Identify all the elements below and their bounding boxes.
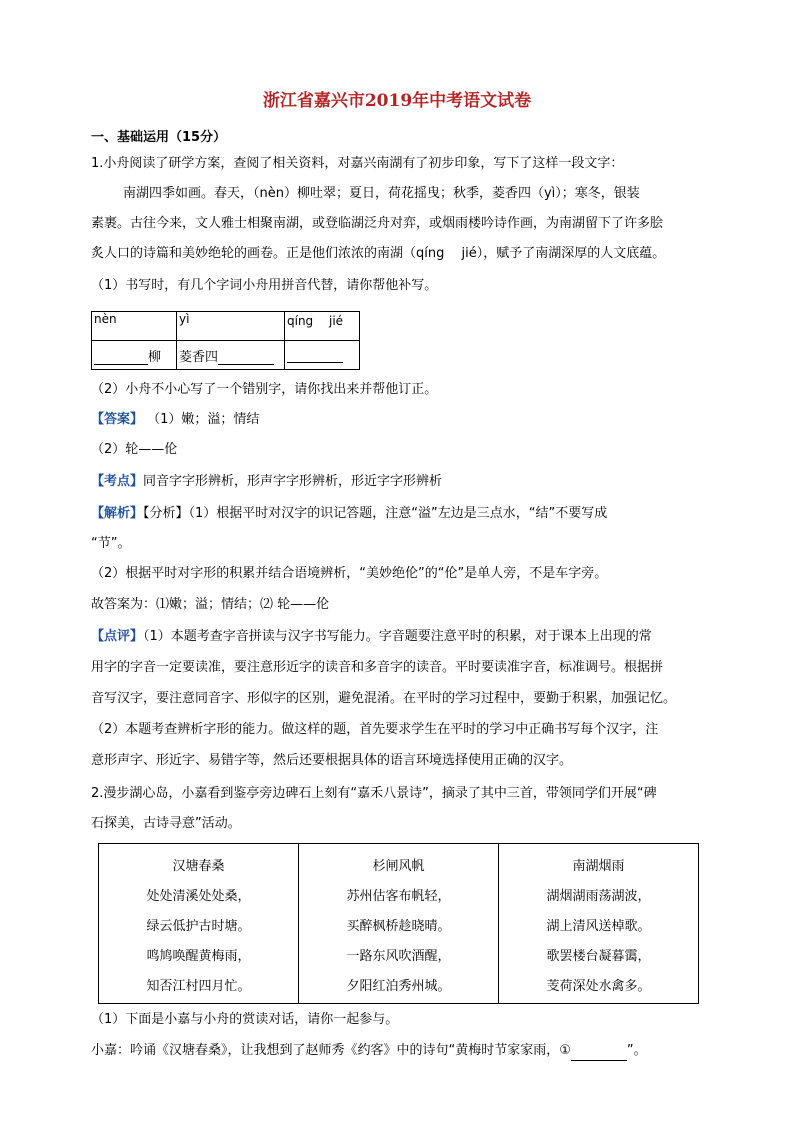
poem-title: 汉塘春桑 — [172, 859, 225, 874]
poem-line: 一路东风吹酒醒， — [346, 949, 451, 964]
q1-sub1: （1）书写时，有几个字词小舟用拼音代替，请你帮他补写。 — [91, 278, 438, 293]
point-tag: 【考点】 — [91, 474, 144, 489]
answer-blank[interactable] — [571, 1046, 627, 1061]
answer-row — [91, 410, 259, 430]
q1-para-line: 南湖四季如画。春天，（nèn）柳吐翠；夏日，荷花摇曳；秋季，菱香四（yì）；寒冬，银装 — [123, 186, 640, 201]
answer-text: （1）嫩；溢；情结 — [147, 412, 260, 427]
table-header: yì — [177, 312, 285, 341]
dialog-text: 小嘉：吟诵《汉塘春桑》，让我想到了赵师秀《约客》中的诗句“黄梅时节家家雨，① — [91, 1043, 571, 1058]
analysis-row — [91, 504, 607, 524]
table-cell — [285, 341, 360, 370]
answer-tag: 【答案】 — [91, 412, 144, 427]
dialog-line — [91, 1041, 647, 1061]
final-answer: 故答案为：⑴嫩；溢；情结；⑵ 轮——伦 — [91, 597, 330, 612]
comment-text: 音写汉字，要注意同音字、形似字的区别，避免混淆。在平时的学习过程中，要勤于积累，加强记忆。 — [91, 691, 677, 706]
comment-row — [91, 627, 652, 647]
point-text: 同音字字形辨析，形声字字形辨析，形近字字形辨析 — [143, 474, 443, 489]
answer-text: （2）轮——伦 — [91, 442, 178, 457]
poem-title: 杉闸风帆 — [372, 859, 425, 874]
poem-line: 苏州估客布帆轻， — [346, 889, 451, 904]
point-row — [91, 472, 442, 492]
q1-para-line: 素裹。古往今来，文人雅士相聚南湖，或登临湖泛舟对弈，或烟雨楼吟诗作画，为南湖留下了许多脍 — [91, 216, 664, 231]
poem-line: 知否江村四月忙。 — [146, 979, 251, 994]
comment-text: （2）本题考查辨析字形的能力。做这样的题，首先要求学生在平时的学习中正确书写每个汉字，注 — [91, 722, 659, 737]
poem-line: 处处清溪处处桑， — [146, 889, 251, 904]
analysis-text: “节”。 — [91, 536, 131, 551]
table-cell: 柳 — [92, 341, 177, 370]
poem-line: 湖烟湖雨荡湖波， — [546, 889, 651, 904]
analysis-text: 【分析】（1）根据平时对汉字的识记答题，注意“溢”左边是三点水，“结”不要写成 — [143, 506, 608, 521]
poem-cell — [499, 844, 699, 1004]
pinyin-table — [91, 311, 360, 370]
poem-title: 南湖烟雨 — [572, 859, 625, 874]
answer-blank[interactable] — [287, 348, 343, 363]
q1-sub2: （2）小舟不小心写了一个错别字，请你找出来并帮他订正。 — [91, 382, 438, 397]
poem-line: 夕阳红泊秀州城。 — [346, 979, 451, 994]
comment-text: 意形声字、形近字、易错字等，然后还要根据具体的语言环境选择使用正确的汉字。 — [91, 753, 573, 768]
q2-sub1: （1）下面是小嘉与小舟的赏读对话，请你一起参与。 — [91, 1012, 399, 1027]
table-header: nèn — [92, 312, 177, 341]
poem-line: 歌罢楼台凝暮霭， — [546, 949, 651, 964]
comment-text: 用字的字音一定要读准，要注意形近字的读音和多音字的读音。平时要读准字音，标准调号。根据拼 — [91, 660, 664, 675]
poem-line: 绿云低护古时塘。 — [146, 919, 251, 934]
q1-intro: 1.小舟阅读了研学方案，查阅了相关资料，对嘉兴南湖有了初步印象，写下了这样一段文字： — [91, 156, 624, 171]
q1-para-line: 炙人口的诗篇和美妙绝轮的画卷。正是他们浓浓的南湖（qíng jié），赋予了南湖深厚的人文底蕴。 — [91, 246, 666, 261]
comment-tag: 【点评】 — [91, 629, 144, 644]
poem-line: 湖上清风送棹歌。 — [546, 919, 651, 934]
poem-line: 买醉枫桥趁晓晴。 — [346, 919, 451, 934]
answer-blank[interactable] — [94, 350, 148, 365]
answer-blank[interactable] — [218, 350, 274, 365]
q2-intro: 石探美，古诗寻意”活动。 — [91, 816, 241, 831]
table-cell: 菱香四 — [177, 341, 285, 370]
poem-line: 鸣鸠唤醒黄梅雨， — [146, 949, 251, 964]
table-header: qíng jié — [285, 312, 360, 341]
dialog-text: ”。 — [626, 1043, 647, 1058]
analysis-tag: 【解析】 — [91, 506, 144, 521]
page-title: 浙江省嘉兴市2019年中考语文试卷 — [262, 91, 532, 111]
poem-line: 芰荷深处水禽多。 — [546, 979, 651, 994]
section-heading: 一、基础运用（15分） — [91, 130, 227, 145]
poem-cell — [99, 844, 299, 1004]
comment-text: （1）本题考查字音拼读与汉字书写能力。字音题要注意平时的积累，对于课本上出现的常 — [143, 629, 652, 644]
poem-table — [98, 843, 699, 1004]
q2-intro: 2.漫步湖心岛，小嘉看到鉴亭旁边碑石上刻有“嘉禾八景诗”，摘录了其中三首，带领同学们开展“碑 — [91, 786, 657, 801]
poem-cell — [299, 844, 499, 1004]
analysis-text: （2）根据平时对字形的积累并结合语境辨析，“美妙绝伦”的“伦”是单人旁，不是车字旁。 — [91, 566, 608, 581]
